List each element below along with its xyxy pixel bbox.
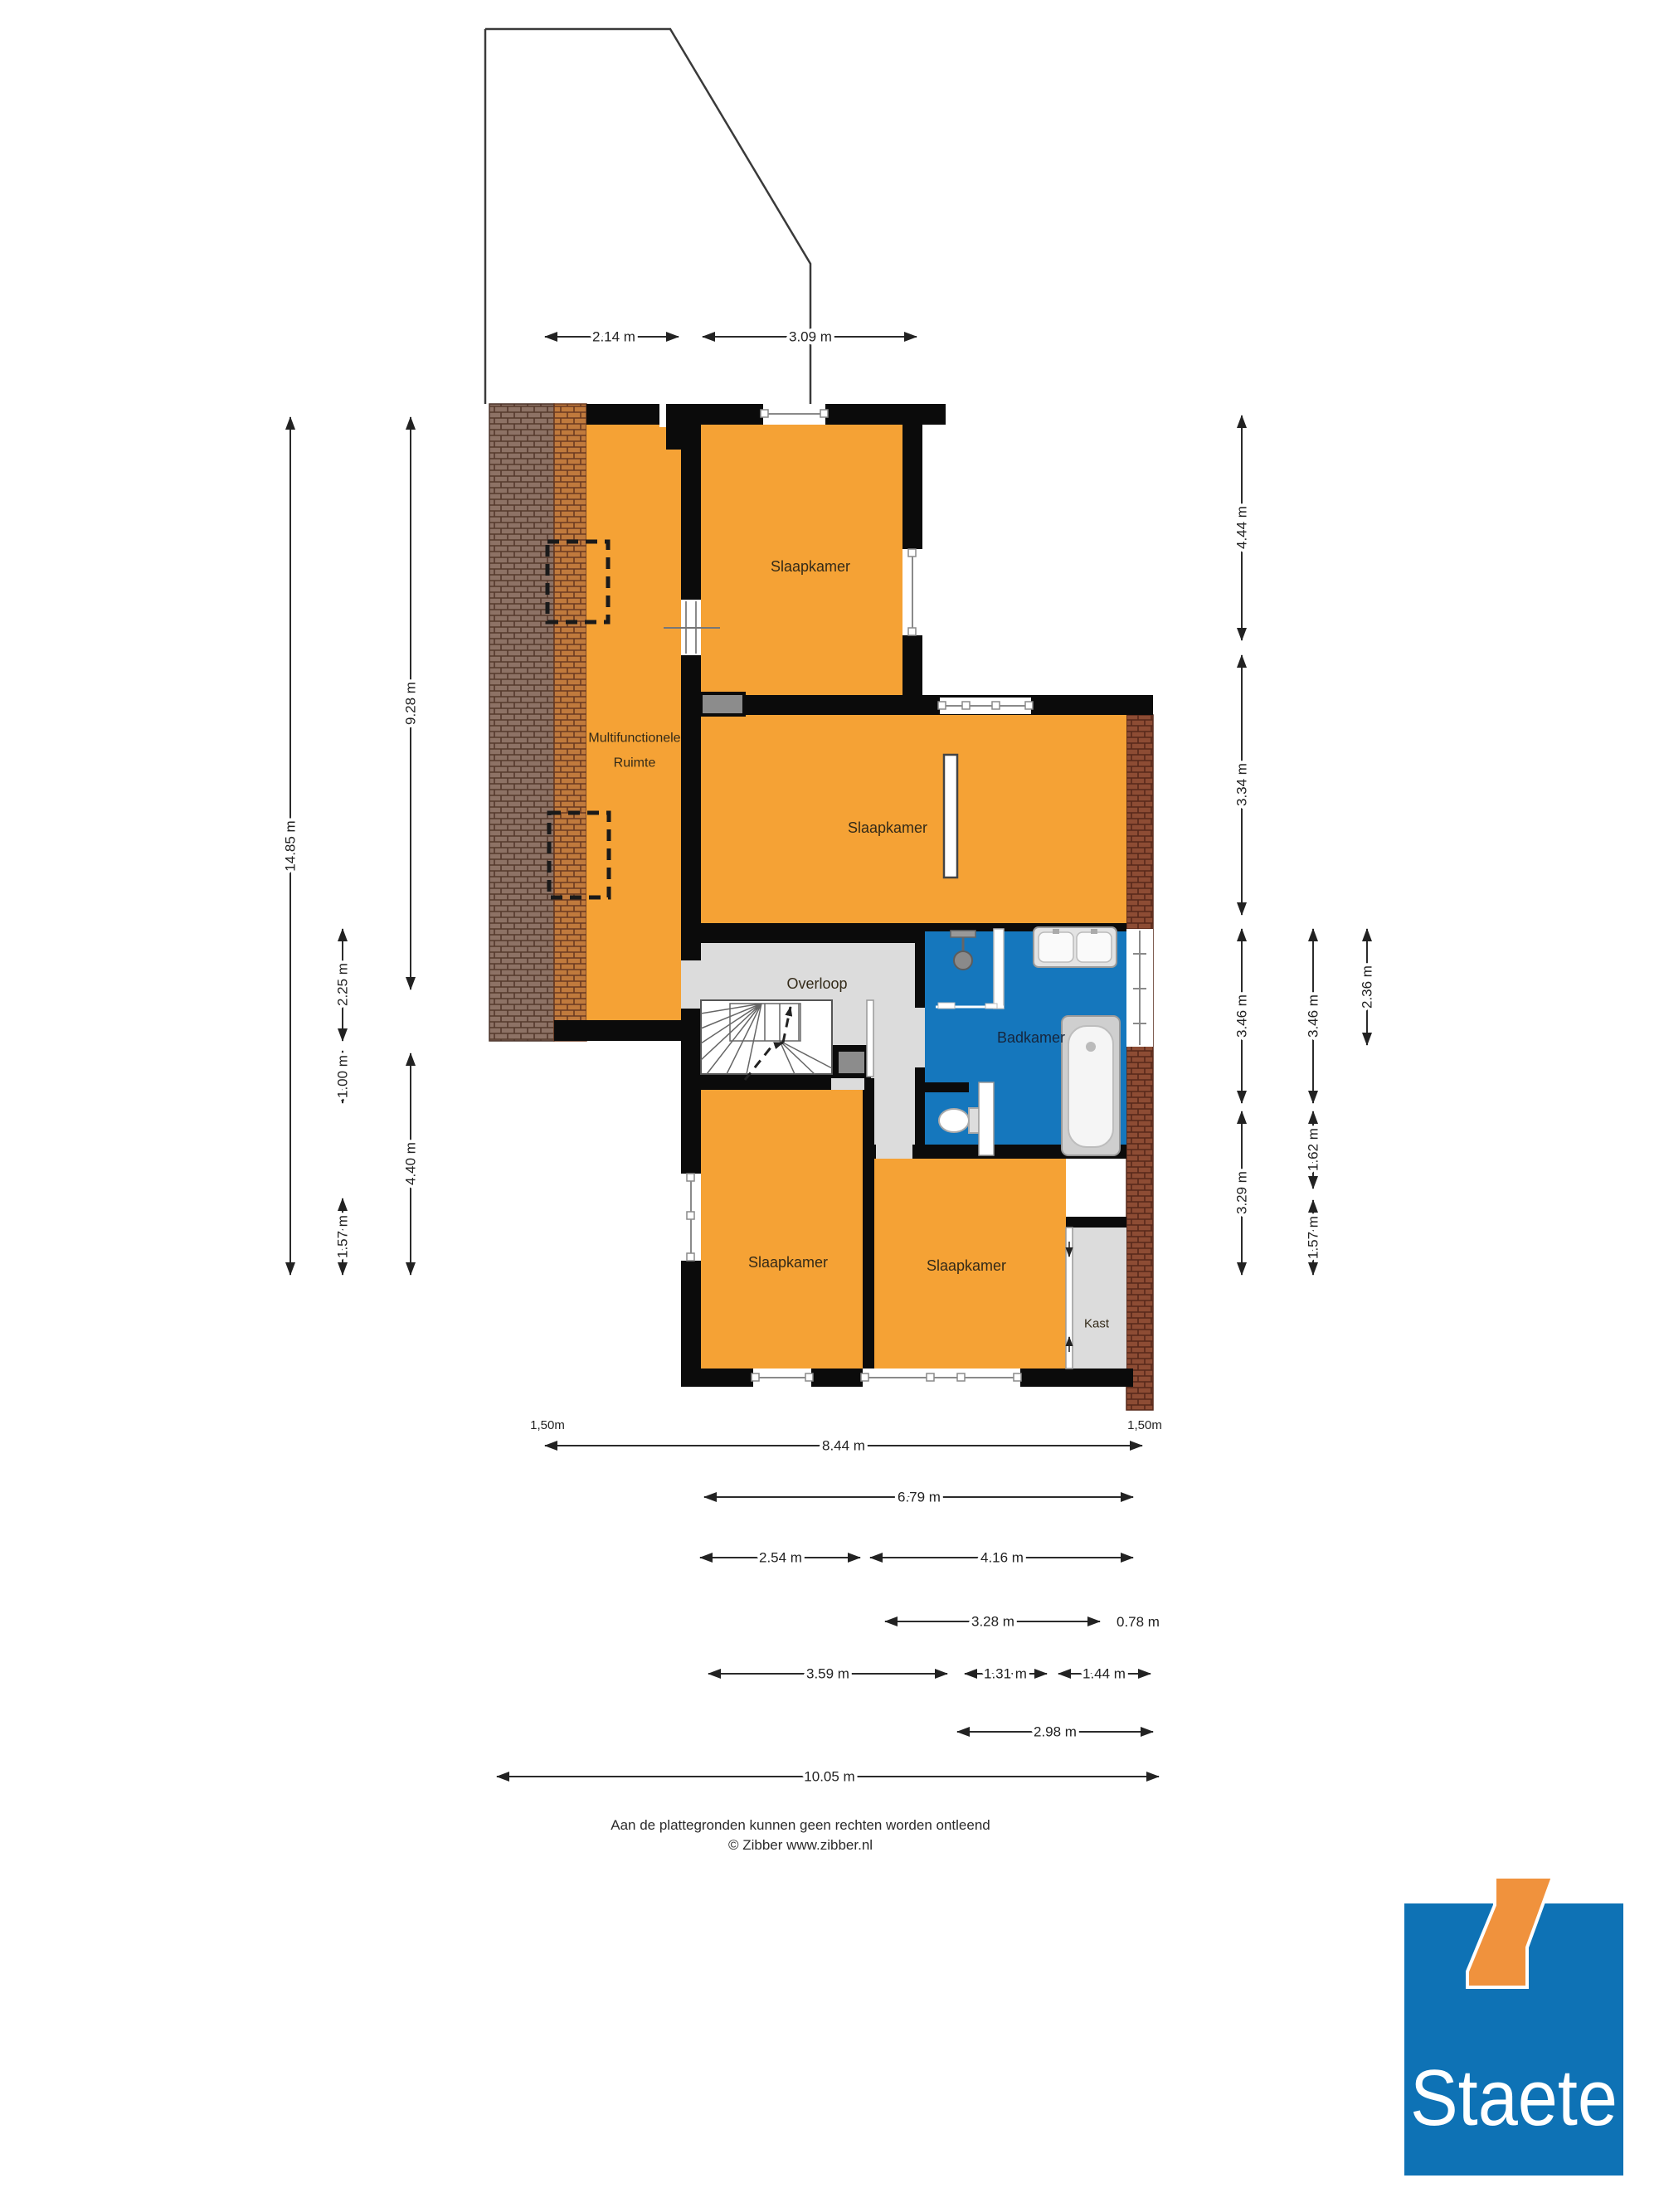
room-label-slaapkamer-top: Slaapkamer — [770, 558, 851, 575]
dim-label: 2.54 m — [759, 1549, 802, 1566]
dim-label: 3.29 m — [1233, 1171, 1250, 1214]
dimension-bottom-6-79 — [704, 1490, 1133, 1505]
dimension-right-3-46-a — [1234, 929, 1250, 1103]
dim-label: 2.36 m — [1359, 965, 1375, 1009]
dimension-right-4-44 — [1234, 416, 1250, 640]
dimension-right-1-57 — [1306, 1200, 1321, 1275]
dim-label: 1.57 m — [334, 1215, 351, 1258]
dimension-bottom-1-31 — [965, 1666, 1047, 1682]
room-slaapkamer-bottom-left — [701, 1088, 863, 1369]
room-multifunctionele-ruimte — [586, 419, 681, 1022]
dim-label: 1.62 m — [1305, 1128, 1321, 1171]
double-washbasin — [1034, 927, 1117, 967]
dim-label: 3.46 m — [1305, 994, 1321, 1038]
dim-label-0-78: 0.78 m — [1117, 1614, 1160, 1630]
window-slaapkamer-middle-top — [938, 698, 1033, 714]
window-slaapkamer-top-right — [902, 549, 922, 635]
dim-label: 2.25 m — [334, 963, 351, 1006]
dim-label: 1.44 m — [1082, 1665, 1126, 1682]
chimney-middle — [701, 693, 744, 715]
dimension-left-2-25 — [335, 929, 351, 1041]
dim-label: 2.98 m — [1034, 1723, 1077, 1740]
dim-label: 10.05 m — [804, 1768, 855, 1785]
dim-label: 8.44 m — [822, 1437, 865, 1454]
window-slaapkamer-bottom-left-side — [681, 1174, 701, 1261]
dimension-bottom-8-44 — [545, 1438, 1142, 1454]
dimension-bottom-4-16 — [870, 1550, 1133, 1566]
toilet-partition — [979, 1082, 994, 1155]
dim-label-150-left: 1,50m — [530, 1418, 565, 1432]
dimension-right-3-34 — [1234, 655, 1250, 915]
dimension-top-2-14 — [545, 329, 679, 345]
toilet-bowl-icon — [939, 1109, 969, 1132]
dimension-top-3-09 — [703, 329, 917, 345]
roof-strip-right — [1126, 715, 1153, 1410]
dimension-bottom-3-28 — [885, 1614, 1100, 1630]
disclaimer-text: Aan de plattegronden kunnen geen rechten worden ontleend — [611, 1817, 990, 1833]
dim-label: 2.14 m — [592, 328, 635, 345]
copyright-text: © Zibber www.zibber.nl — [727, 1837, 873, 1853]
room-label-ruimte: Ruimte — [613, 756, 656, 771]
room-label-kast: Kast — [1083, 1316, 1110, 1331]
dim-label: 1.57 m — [1305, 1216, 1321, 1259]
room-label-multifunctionele: Multifunctionele — [588, 731, 681, 746]
dim-label: 1.00 m — [334, 1055, 351, 1098]
dimension-right-3-29 — [1234, 1111, 1250, 1275]
window-top — [761, 404, 828, 425]
dim-label: 3.28 m — [971, 1613, 1014, 1630]
roof-strip-left — [489, 404, 586, 1041]
chimney-overloop — [839, 1052, 864, 1073]
dimension-right-1-62 — [1306, 1111, 1321, 1189]
wall-slit-middle-bedroom — [944, 755, 957, 878]
dim-label: 6.79 m — [898, 1489, 941, 1505]
room-label-overloop: Overloop — [786, 975, 848, 992]
bathtub — [1062, 1016, 1120, 1155]
dimension-right-3-46-b — [1306, 929, 1321, 1103]
dim-label-150-right: 1,50m — [1127, 1418, 1162, 1432]
dimension-left-14-85 — [283, 417, 299, 1275]
dimension-bottom-10-05 — [497, 1769, 1159, 1785]
window-badkamer-right — [1126, 929, 1153, 1047]
dim-label: 3.59 m — [806, 1665, 849, 1682]
plot-outline — [485, 29, 810, 404]
kast-sliding-door — [1066, 1228, 1073, 1369]
dim-label: 4.16 m — [980, 1549, 1024, 1566]
shower-glass-panel — [994, 929, 1004, 1009]
dimension-bottom-3-59 — [708, 1666, 947, 1682]
dim-label: 1.31 m — [984, 1665, 1027, 1682]
dim-label: 4.44 m — [1233, 506, 1250, 549]
dim-label: 9.28 m — [402, 682, 419, 725]
dim-label: 4.40 m — [402, 1142, 419, 1185]
dim-label: 3.09 m — [789, 328, 832, 345]
dimension-bottom-2-98 — [957, 1724, 1153, 1740]
dimension-left-4-40 — [403, 1053, 419, 1275]
room-label-slaapkamer-bottom-left: Slaapkamer — [747, 1254, 829, 1271]
dimension-left-1-57 — [335, 1198, 351, 1275]
dimension-bottom-2-54 — [700, 1550, 860, 1566]
room-label-slaapkamer-middle: Slaapkamer — [847, 819, 928, 836]
dim-label: 3.34 m — [1233, 763, 1250, 806]
window-bottom-left — [752, 1369, 813, 1387]
staete-logo — [1404, 1877, 1623, 2176]
window-bottom-right — [861, 1369, 1021, 1387]
dimension-left-9-28 — [403, 417, 419, 989]
logo-wordmark: Staete — [1410, 2054, 1618, 2142]
room-label-slaapkamer-bottom-right: Slaapkamer — [926, 1257, 1007, 1274]
room-label-badkamer: Badkamer — [996, 1029, 1066, 1046]
dim-label: 14.85 m — [282, 820, 299, 872]
room-fills — [586, 419, 1126, 1369]
room-kast — [1073, 1228, 1126, 1369]
footer — [611, 1817, 990, 1853]
dimension-right-2-36 — [1360, 929, 1375, 1045]
toilet — [939, 1108, 982, 1133]
dim-label: 3.46 m — [1233, 994, 1250, 1038]
dimension-left-1-00 — [335, 1051, 351, 1103]
shower-head-icon — [954, 951, 972, 970]
dimension-bottom-1-44 — [1058, 1666, 1151, 1682]
